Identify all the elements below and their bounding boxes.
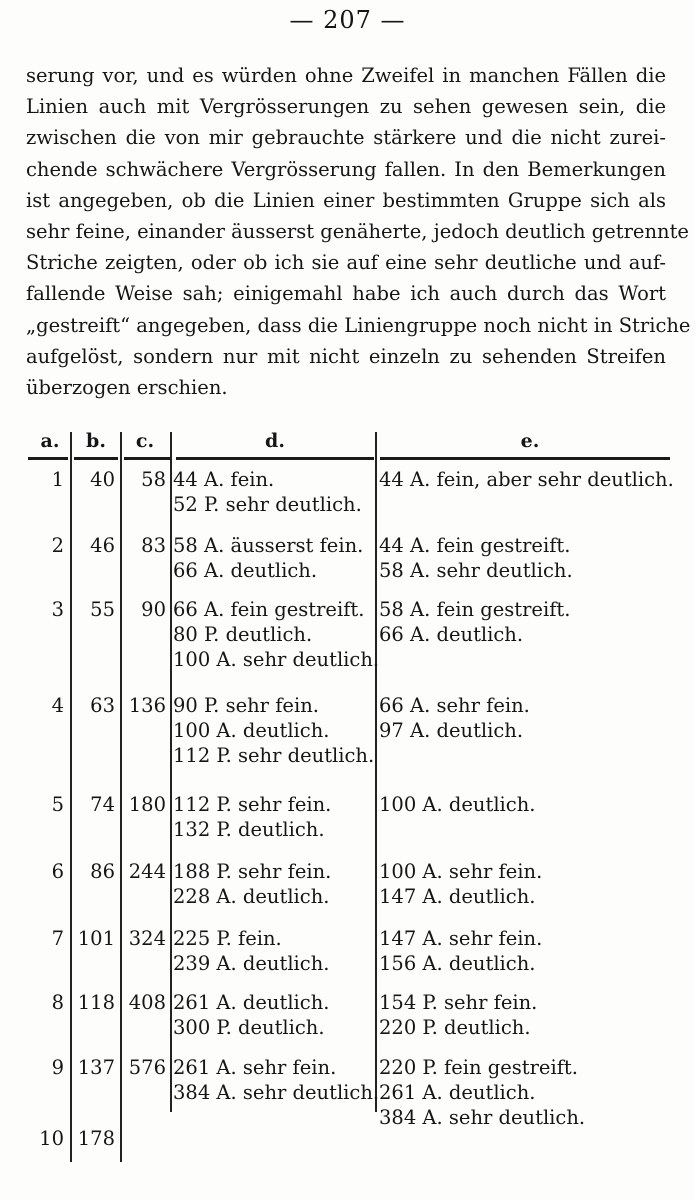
cell-line: 220 P. fein gestreift. [379,1056,578,1079]
column-divider-ab [70,432,72,1162]
cell-line: 261 A. deutlich. [379,1081,536,1104]
paragraph-line: serung vor, und es würden ohne Zweifel in manchen Fällen die [26,64,666,87]
cell-c: 90 [141,598,166,621]
cell-c: 576 [128,1056,166,1079]
cell-e [379,792,679,817]
paragraph-line: chende schwächere Vergrösserung fallen. In den Bemerkungen [26,157,666,181]
cell-line: 66 A. deutlich. [379,623,524,646]
page-number: — 207 — [289,6,406,34]
cell-a: 6 [51,860,64,883]
cell-b: 118 [77,991,115,1014]
paragraph-line: fallende Weise sah; einigemahl habe ich auch durch das Wort [26,282,666,306]
cell-line: 44 A. fein, aber sehr deutlich. [379,468,674,491]
cell-line: 225 P. fein. [173,927,282,950]
header-rule-d [176,457,374,460]
cell-line: 66 A. sehr fein. [379,694,530,717]
cell-line: 147 A. sehr fein. [379,927,543,950]
cell-e [379,859,679,909]
cell-line: 100 A. sehr deutlich. [173,648,380,671]
cell-line: 80 P. deutlich. [173,623,313,646]
paragraph-line: aufgelöst, sondern nur mit nicht einzeln zu sehenden Streifen [26,344,666,368]
cell-c: 244 [128,860,166,883]
cell-d [173,597,378,672]
header-rule-b [74,457,118,460]
cell-line: 44 A. fein. [173,468,275,491]
cell-e [379,926,679,976]
cell-line: 112 P. sehr deutlich. [173,744,375,767]
header-c: c. [135,430,155,452]
cell-a: 9 [51,1056,64,1079]
paragraph-line: zwischen die von mir gebrauchte stärkere und die nicht zurei- [26,126,666,150]
cell-d [173,990,378,1040]
cell-line: 261 A. deutlich. [173,991,330,1014]
cell-line: 100 A. deutlich. [379,793,536,816]
cell-b: 101 [77,927,115,950]
cell-a: 2 [51,534,64,557]
cell-line: 90 P. sehr fein. [173,694,319,717]
cell-d [173,1055,378,1105]
cell-line: 58 A. fein gestreift. [379,598,571,621]
cell-line: 239 A. deutlich. [173,952,330,975]
cell-line: 228 A. deutlich. [173,885,330,908]
header-rule-e [380,457,670,460]
cell-e [379,467,679,492]
header-e: e. [520,430,540,452]
cell-e [379,693,679,743]
cell-line: 52 P. sehr deutlich. [173,493,362,516]
cell-line: 132 P. deutlich. [173,818,325,841]
cell-d [173,859,378,909]
header-b: b. [86,430,106,452]
cell-e [379,597,679,647]
header-rule-a [28,457,68,460]
cell-a: 3 [51,598,64,621]
cell-b: 55 [90,598,115,621]
cell-a: 1 [51,468,64,491]
cell-line: 154 P. sehr fein. [379,991,538,1014]
cell-d [173,792,378,842]
cell-d [173,693,378,768]
cell-line: 156 A. deutlich. [379,952,536,975]
cell-line: 112 P. sehr fein. [173,793,332,816]
header-rule-c [124,457,170,460]
cell-line: 58 A. sehr deutlich. [379,559,573,582]
cell-line: 44 A. fein gestreift. [379,534,571,557]
cell-c: 408 [128,991,166,1014]
paragraph-line: Linien auch mit Vergrösserungen zu sehen gewesen sein, die [26,95,666,119]
cell-b: 137 [77,1056,115,1079]
paragraph-line: überzogen erschien. [26,376,228,400]
cell-b: 40 [90,468,115,491]
cell-d [173,926,378,976]
cell-c: 324 [128,927,166,950]
cell-a: 10 [39,1127,64,1150]
header-a: a. [40,430,60,452]
paragraph-line: ist angegeben, ob die Linien einer bestimmten Gruppe sich als [26,188,666,212]
paragraph-line: sehr feine, einander äusserst genäherte, jedoch deutlich getrennte [26,220,689,244]
cell-c: 83 [141,534,166,557]
cell-line: 58 A. äusserst fein. [173,534,364,557]
cell-b: 178 [77,1127,115,1150]
cell-b: 74 [90,793,115,816]
cell-b: 86 [90,860,115,883]
cell-e [379,533,679,583]
cell-e [379,1055,679,1130]
cell-d [173,467,378,517]
cell-a: 4 [51,694,64,717]
cell-line: 100 A. sehr fein. [379,860,543,883]
cell-line: 66 A. fein gestreift. [173,598,365,621]
cell-d [173,533,378,583]
paragraph-line: Striche zeigten, oder ob ich sie auf eine sehr deutliche und auf- [26,251,666,275]
cell-line: 261 A. sehr fein. [173,1056,337,1079]
cell-line: 220 P. deutlich. [379,1016,531,1039]
cell-e [379,990,679,1040]
cell-line: 300 P. deutlich. [173,1016,325,1039]
cell-b: 46 [90,534,115,557]
cell-a: 5 [51,793,64,816]
cell-line: 100 A. deutlich. [173,719,330,742]
paragraph-line: „gestreift“ angegeben, dass die Liniengruppe noch nicht in Striche [26,313,691,337]
cell-c: 58 [141,468,166,491]
cell-line: 384 A. sehr deutlich. [379,1106,586,1129]
cell-a: 7 [51,927,64,950]
cell-b: 63 [90,694,115,717]
cell-line: 97 A. deutlich. [379,719,524,742]
cell-line: 188 P. sehr fein. [173,860,332,883]
column-divider-cd [170,432,172,1112]
cell-a: 8 [51,991,64,1014]
cell-c: 136 [128,694,166,717]
cell-line: 384 A. sehr deutlich. [173,1081,380,1104]
header-d: d. [265,430,285,452]
cell-line: 66 A. deutlich. [173,559,318,582]
cell-c: 180 [128,793,166,816]
cell-line: 147 A. deutlich. [379,885,536,908]
